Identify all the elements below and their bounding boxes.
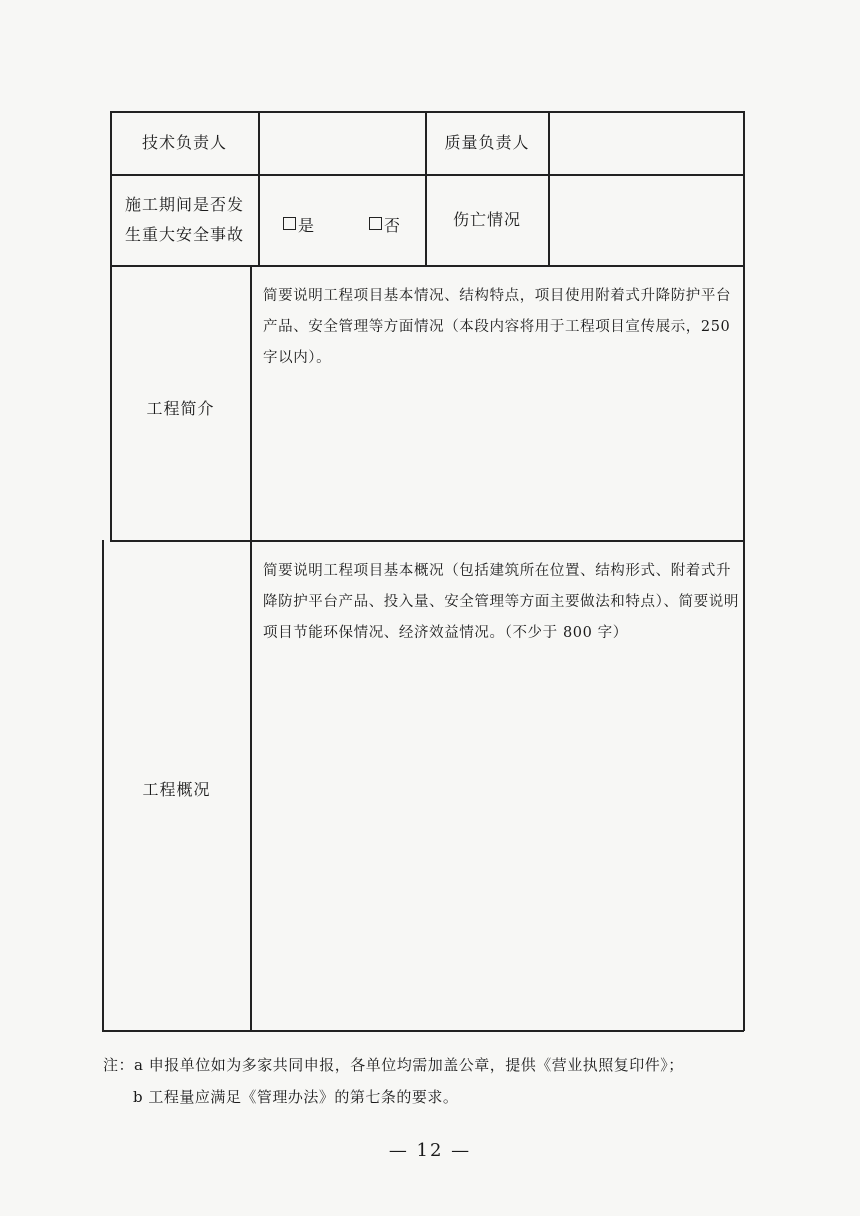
checkbox-yes[interactable]	[283, 217, 296, 230]
overview-instruction-line: 项目节能环保情况、经济效益情况。（不少于 800 字）	[263, 625, 628, 641]
table-border-bottom	[102, 1030, 744, 1032]
overview-field[interactable]	[263, 556, 741, 649]
quality-lead-field[interactable]	[549, 112, 743, 174]
table-border-left	[110, 111, 112, 541]
intro-instruction-line: 产品、安全管理等方面情况（本段内容将用于工程项目宣传展示，250	[263, 319, 731, 335]
intro-instruction-line: 字以内）。	[263, 350, 332, 366]
accident-label-line2: 生重大安全事故	[124, 225, 244, 244]
row-divider	[110, 540, 744, 542]
option-yes-label: 是	[298, 216, 315, 235]
checkbox-no[interactable]	[369, 217, 382, 230]
overview-instruction-line: 降防护平台产品、投入量、安全管理等方面主要做法和特点）、简要说明	[263, 594, 739, 610]
intro-field[interactable]	[263, 281, 741, 374]
quality-lead-label: 质量负责人	[444, 133, 530, 152]
option-no-label: 否	[384, 216, 401, 235]
row-divider	[110, 265, 744, 267]
column-divider	[250, 265, 252, 1031]
accident-question-label	[111, 190, 258, 250]
table-border-right	[743, 111, 745, 1031]
option-yes[interactable]	[283, 213, 314, 236]
tech-lead-label: 技术负责人	[141, 133, 227, 152]
overview-label: 工程概况	[142, 780, 211, 799]
overview-instruction-line: 简要说明工程项目基本概况（包括建筑所在位置、结构形式、附着式升	[263, 563, 732, 579]
tech-lead-field[interactable]	[259, 112, 425, 174]
intro-label: 工程简介	[146, 399, 215, 418]
casualty-field[interactable]	[549, 175, 743, 265]
option-no[interactable]	[369, 213, 400, 236]
accident-label-line1: 施工期间是否发	[124, 195, 244, 214]
casualty-label: 伤亡情况	[452, 210, 521, 229]
intro-instruction-line: 简要说明工程项目基本情况、结构特点，项目使用附着式升降防护平台	[263, 288, 732, 304]
page-number: — 12 —	[388, 1140, 472, 1161]
note-a: 注：a 申报单位如为多家共同申报，各单位均需加盖公章，提供《营业执照复印件》；	[103, 1056, 684, 1074]
note-b: b 工程量应满足《管理办法》的第七条的要求。	[133, 1088, 459, 1106]
